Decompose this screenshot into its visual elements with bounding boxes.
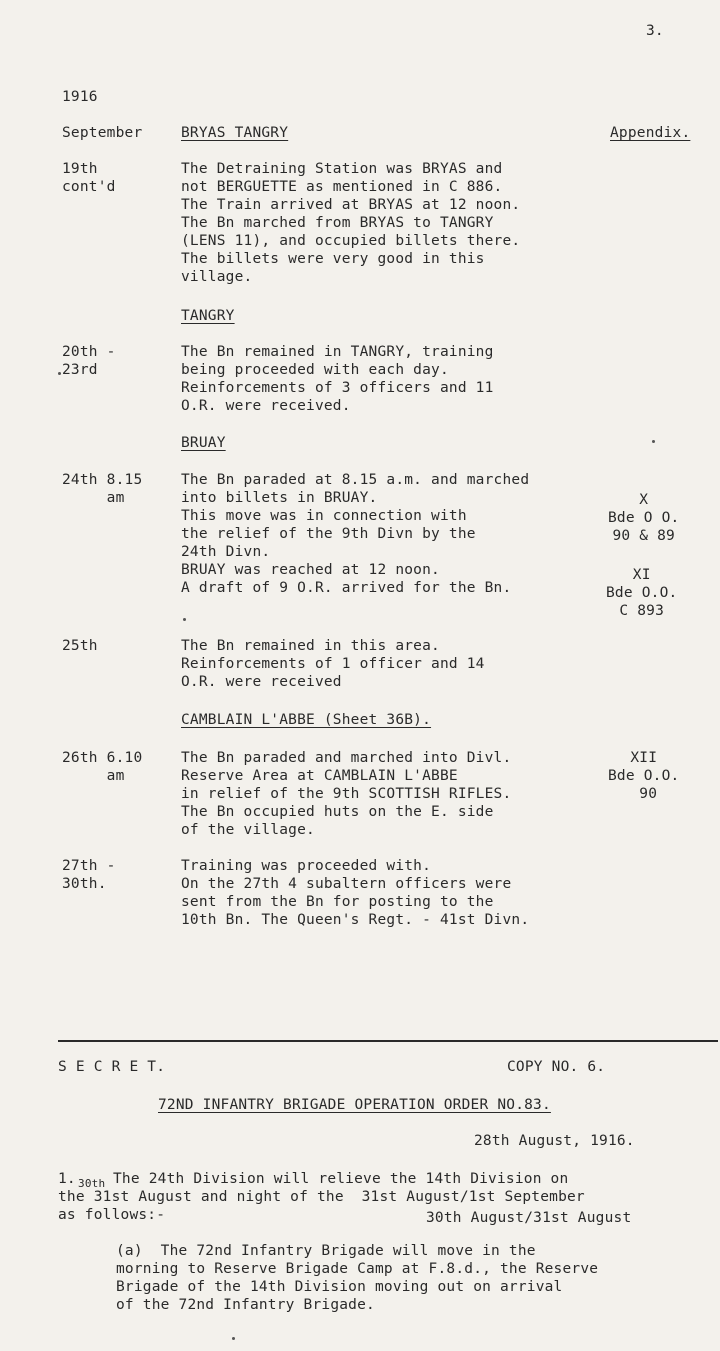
section-divider (58, 1040, 718, 1042)
appendix-ref-xi: XI Bde O.O. C 893 (606, 567, 678, 619)
order-title: 72ND INFANTRY BRIGADE OPERATION ORDER NO.83. (158, 1097, 551, 1113)
scan-speck (58, 372, 61, 375)
entry-text-19th: The Detraining Station was BRYAS and not BERGUETTE as mentioned in C 886. The Train arrived at BRYAS at 12 noon. The Bn marched from BRYAS to TANGRY (LENS 11), and occupied billets there. The billets were very good in this village. (181, 161, 521, 285)
entry-date-26th: 26th 6.10 am (62, 750, 143, 784)
entry-date-19th: 19th cont'd (62, 161, 116, 195)
appendix-heading: Appendix. (610, 125, 691, 141)
place-heading-bryas-tangry: BRYAS TANGRY (181, 125, 289, 141)
para-1-line-3: as follows:- (58, 1207, 166, 1223)
para-1-line-1: The 24th Division will relieve the 14th Division on (113, 1171, 569, 1187)
appendix-ref-x: X Bde O O. 90 & 89 (608, 492, 680, 544)
entry-text-20th: The Bn remained in TANGRY, training being proceeded with each day. Reinforcements of 3 officers and 11 O.R. were received. (181, 344, 494, 414)
place-heading-tangry: TANGRY (181, 308, 235, 324)
scan-speck (183, 618, 186, 621)
para-1-number: 1. (58, 1171, 76, 1187)
order-date: 28th August, 1916. (474, 1133, 635, 1149)
appendix-ref-xii: XII Bde O.O. 90 (608, 750, 680, 802)
entry-text-24th: The Bn paraded at 8.15 a.m. and marched into billets in BRUAY. This move was in connection with the relief of the 9th Divn by the 24th Divn. BRUAY was reached at 12 noon. A draft of 9 O.R. arrived for the Bn. (181, 472, 530, 596)
entry-text-25th: The Bn remained in this area. Reinforcements of 1 officer and 14 O.R. were received (181, 638, 485, 690)
entry-date-25th: 25th (62, 638, 98, 654)
month-heading: September (62, 125, 143, 141)
entry-date-24th: 24th 8.15 am (62, 472, 143, 506)
para-1-correction: 30th August/31st August (426, 1210, 632, 1226)
para-1-insertion: 30th (78, 1177, 106, 1190)
scan-speck (232, 1337, 235, 1340)
entry-text-27th: Training was proceeded with. On the 27th 4 subaltern officers were sent from the Bn for posting to the 10th Bn. The Queen's Regt. - 41st Divn. (181, 858, 530, 928)
copy-number: COPY NO. 6. (507, 1059, 606, 1075)
entry-date-27th: 27th - 30th. (62, 858, 116, 892)
page-number: 3. (646, 23, 664, 39)
secret-label: S E C R E T. (58, 1059, 166, 1075)
place-heading-camblain: CAMBLAIN L'ABBE (Sheet 36B). (181, 712, 432, 728)
para-1-line-2: the 31st August and night of the 31st August/1st September (58, 1189, 585, 1205)
year-heading: 1916 (62, 89, 98, 105)
para-a: (a) The 72nd Infantry Brigade will move in the morning to Reserve Brigade Camp at F.8.d., the Reserve Brigade of the 14th Division moving out on arrival of the 72nd Infantry Brigade. (116, 1243, 599, 1313)
scan-speck (652, 440, 655, 443)
entry-text-26th: The Bn paraded and marched into Divl. Reserve Area at CAMBLAIN L'ABBE in relief of the 9th SCOTTISH RIFLES. The Bn occupied huts on the E. side of the village. (181, 750, 512, 838)
entry-date-20th: 20th - 23rd (62, 344, 116, 378)
place-heading-bruay: BRUAY (181, 435, 226, 451)
